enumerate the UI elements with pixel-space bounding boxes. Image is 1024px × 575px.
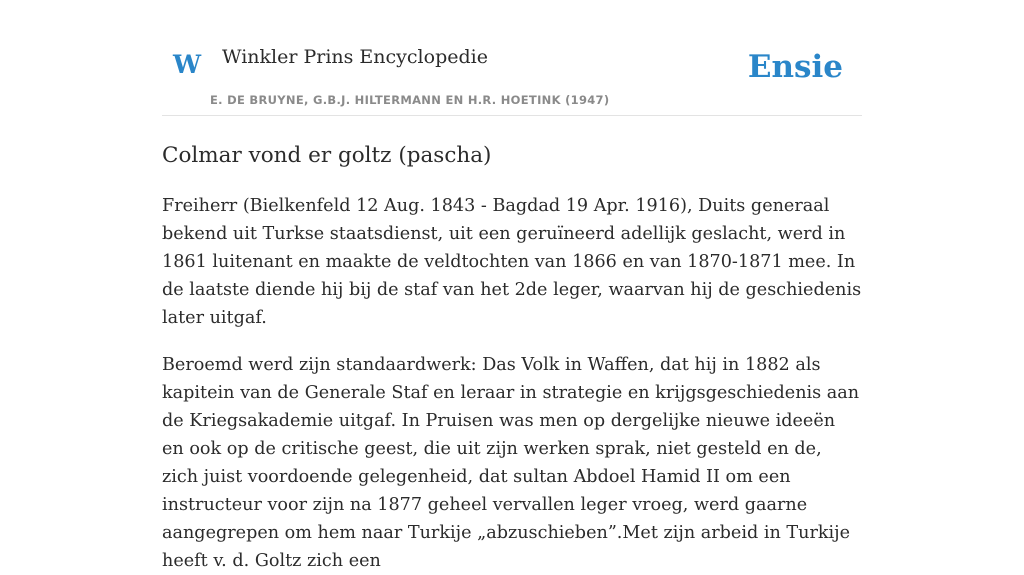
ensie-brand-logo[interactable]: Ensie <box>747 49 843 85</box>
article-paragraph: Beroemd werd zijn standaardwerk: Das Volk in Waffen, dat hij in 1882 als kapitein van de Generale Staf en leraar in strategie en krijgsgeschiedenis aan de Kriegsakademie uitgaf. In Pruisen was men op dergelijke nieuwe ideeën en ook op de critische geest, die uit zijn werken sprak, niet gesteld en de, zich juist voordoende gelegenheid, dat sultan Abdoel Hamid II om een instructeur voor zijn na 1877 geheel vervallen leger vroeg, werd gaarne aangegrepen om hem naar Turkije „abzuschieben”.Met zijn arbeid in Turkije heeft v. d. Goltz zich een <box>162 354 860 571</box>
article-paragraph: Freiherr (Bielkenfeld 12 Aug. 1843 - Bagdad 19 Apr. 1916), Duits generaal bekend uit Turkse staatsdienst, uit een geruïneerd adellijk geslacht, werd in 1861 luitenant en maakte de veldtochten van 1866 en van 1870-1871 mee. In de laatste diende hij bij de staf van het 2de leger, waarvan hij de geschiedenis later uitgaf. <box>162 195 862 328</box>
page <box>162 0 862 575</box>
article <box>162 142 862 575</box>
site-header <box>162 0 862 116</box>
winkler-prins-logo-icon[interactable]: W <box>173 50 202 79</box>
publication-authors: E. DE BRUYNE, G.B.J. HILTERMANN EN H.R. HOETINK (1947) <box>210 93 610 107</box>
publication-title[interactable]: Winkler Prins Encyclopedie <box>222 46 488 68</box>
article-title: Colmar vond er goltz (pascha) <box>162 143 492 168</box>
